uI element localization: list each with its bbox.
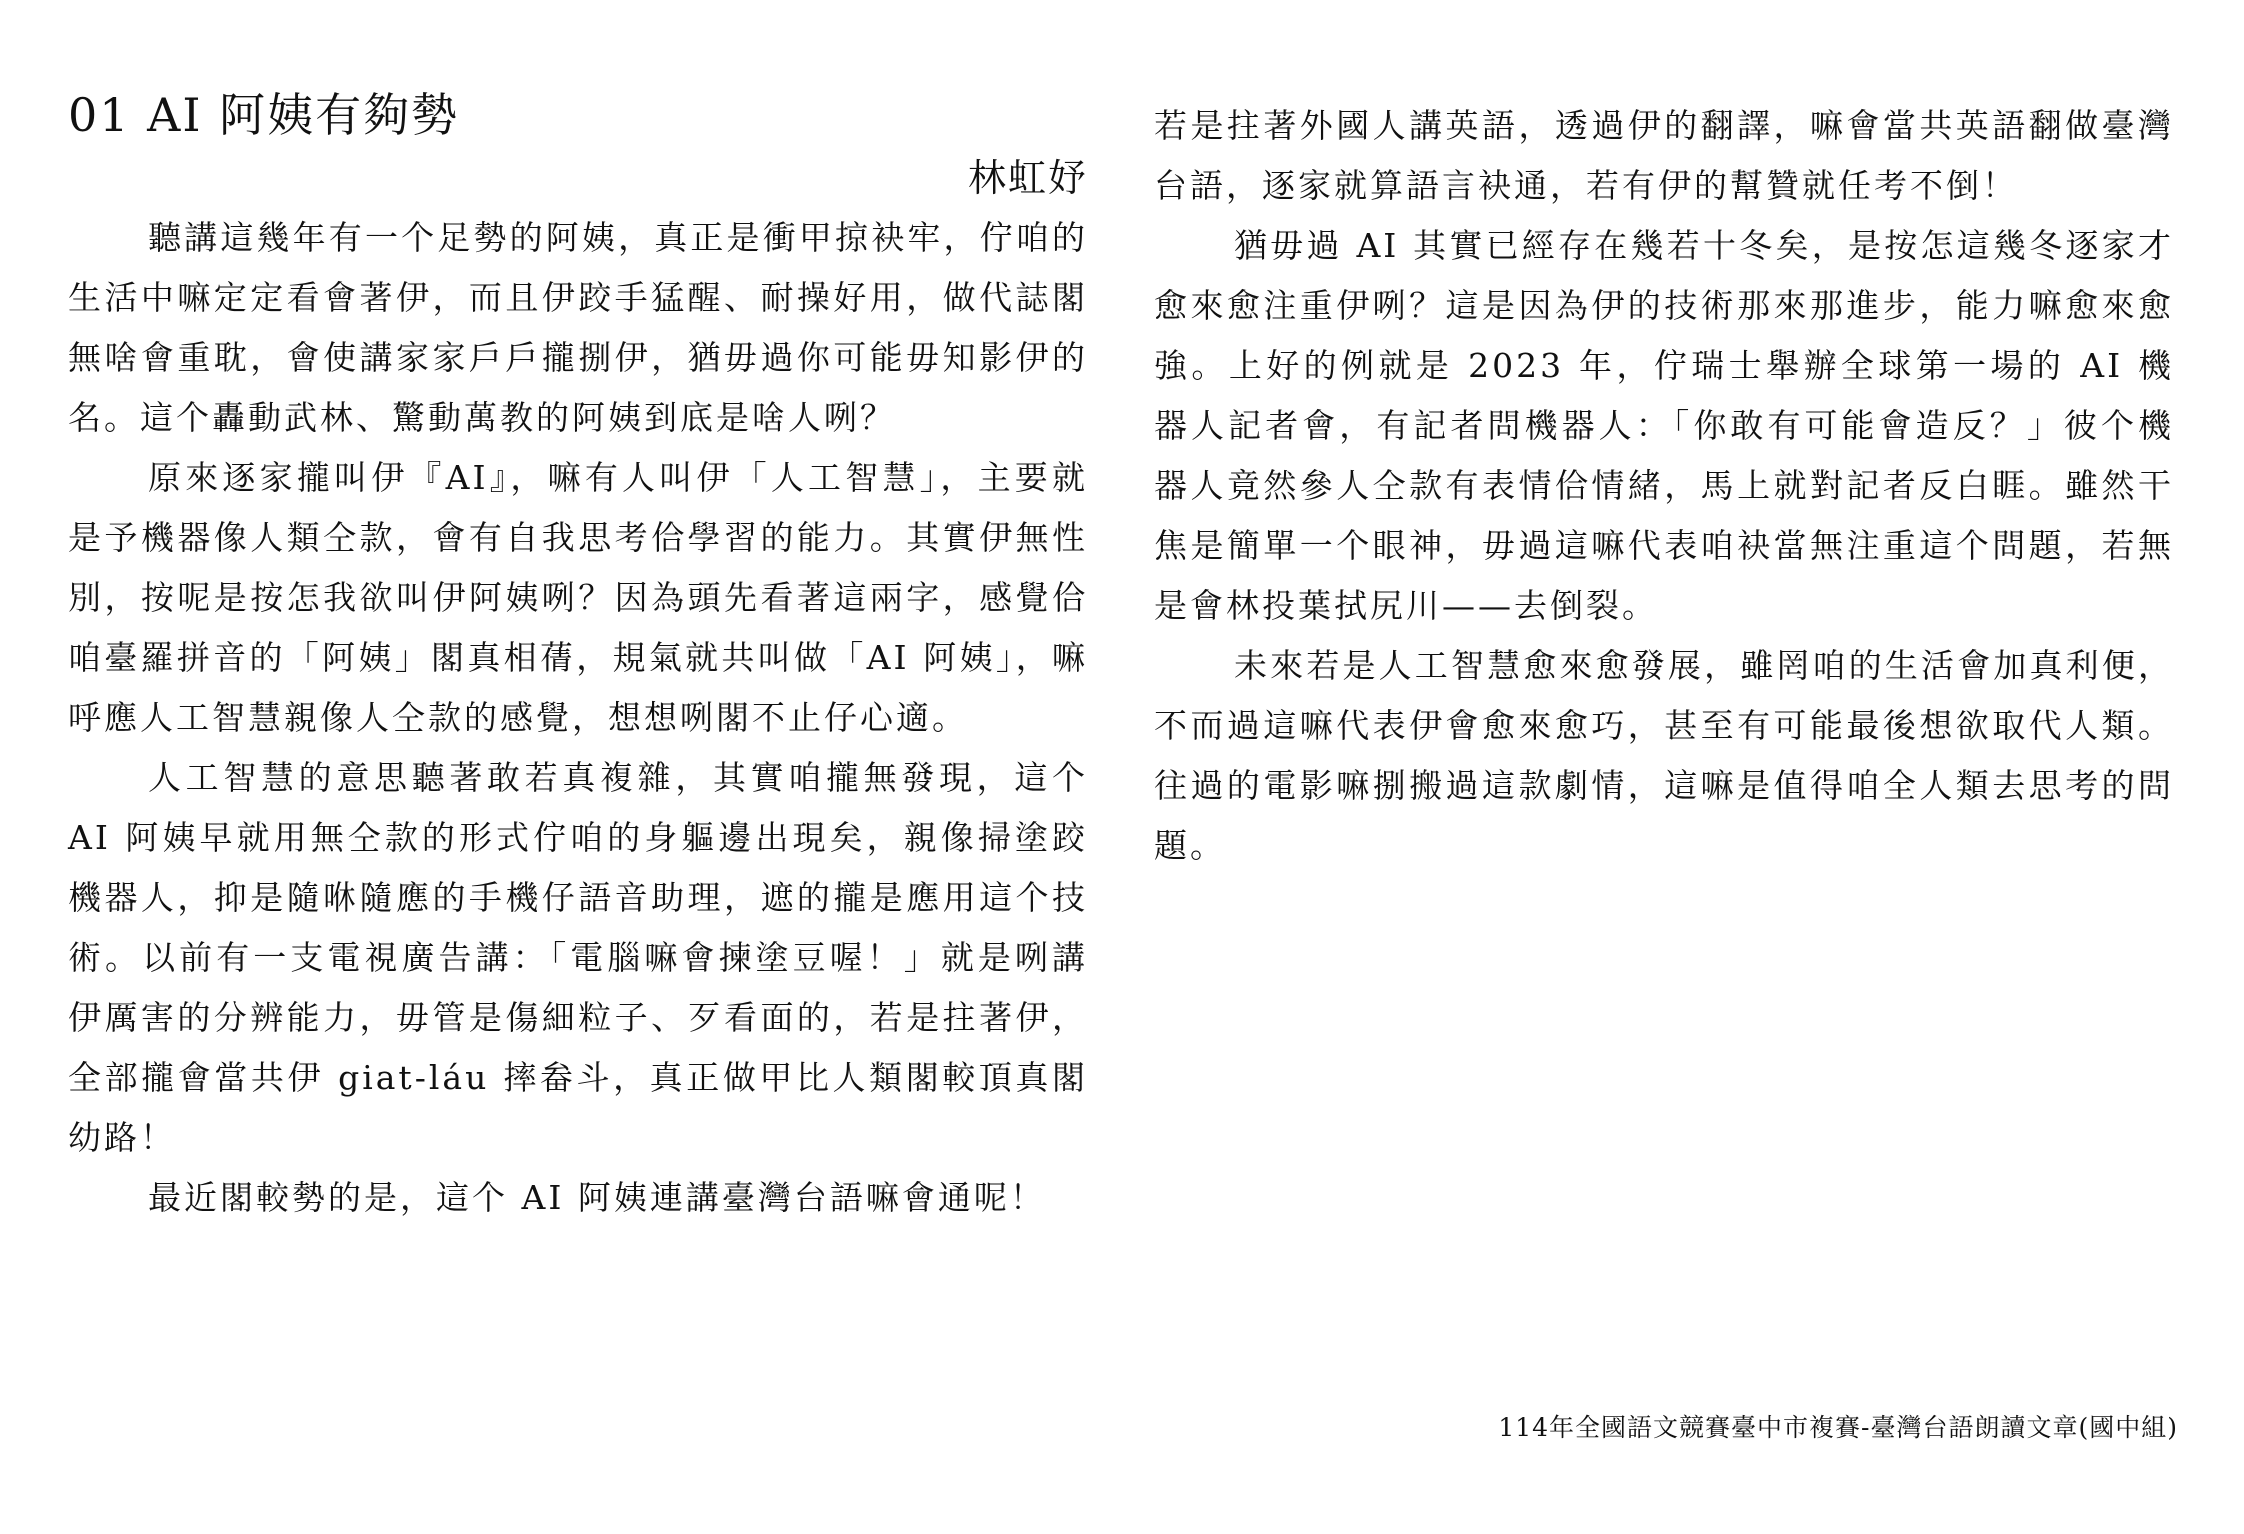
paragraph-4: 最近閣較勢的是，這个 AI 阿姨連講臺灣台語嘛會通呢！ xyxy=(148,1178,1046,1217)
paragraph-5: 猶毋過 AI 其實已經存在幾若十冬矣，是按怎這幾冬逐家才愈來愈注重伊咧？這是因為伊的技術那來那進步，能力嘛愈來愈強。上好的例就是 2023 年，佇瑞士舉辦全球第一場的 AI 機器人記者會，有記者問機器人：「你敢有可能會造反？」彼个機器人竟然參人仝款有表情佮情緒，馬上就對記者反白睚。雖然干焦是簡單一个眼神，毋過這嘛代表咱袂當無注重這个問題，若無是會林投葉拭尻川——去倒裂。 xyxy=(1154,226,2174,625)
footer-caption: 114年全國語文競賽臺中市複賽-臺灣台語朗讀文章(國中組) xyxy=(1498,1413,2178,1442)
author-name: 林虹妤 xyxy=(967,156,1088,200)
paragraph-2: 原來逐家攏叫伊『AI』，嘛有人叫伊「人工智慧」，主要就是予機器像人類仝款，會有自我思考佮學習的能力。其實伊無性別，按呢是按怎我欲叫伊阿姨咧？因為頭先看著這兩字，感覺佮咱臺羅拼音的「阿姨」閣真相蒨，規氣就共叫做「AI 阿姨」，嘛呼應人工智慧親像人仝款的感覺，想想咧閣不止仔心適。 xyxy=(68,458,1088,737)
left-column xyxy=(68,82,1088,1228)
right-column xyxy=(1154,96,2174,876)
paragraph-6: 未來若是人工智慧愈來愈發展，雖罔咱的生活會加真利便，不而過這嘛代表伊會愈來愈巧，甚至有可能最後想欲取代人類。往過的電影嘛捌搬過這款劇情，這嘛是值得咱全人類去思考的問題。 xyxy=(1154,646,2174,865)
paragraph-4-continued: 若是拄著外國人講英語，透過伊的翻譯，嘛會當共英語翻做臺灣台語，逐家就算語言袂通，若有伊的幫贊就任考不倒！ xyxy=(1154,106,2174,205)
paragraph-1: 聽講這幾年有一个足勢的阿姨，真正是衝甲掠袂牢，佇咱的生活中嘛定定看會著伊，而且伊跤手猛醒、耐操好用，做代誌閣無啥會重耽，會使講家家戶戶攏捌伊，猶毋過你可能毋知影伊的名。這个轟動武林、驚動萬教的阿姨到底是啥人咧？ xyxy=(68,218,1088,437)
article-title: 01 AI 阿姨有夠勢 xyxy=(68,88,460,142)
paragraph-3: 人工智慧的意思聽著敢若真複雜，其實咱攏無發現，這个 AI 阿姨早就用無仝款的形式佇咱的身軀邊出現矣，親像掃塗跤機器人，抑是隨咻隨應的手機仔語音助理，遮的攏是應用這个技術。以前有一支電視廣告講：「電腦嘛會揀塗豆喔！」就是咧講伊厲害的分辨能力，毋管是傷細粒子、歹看面的，若是拄著伊，全部攏會當共伊 giat-láu 摔畚斗，真正做甲比人類閣較頂真閣幼路！ xyxy=(68,758,1088,1157)
